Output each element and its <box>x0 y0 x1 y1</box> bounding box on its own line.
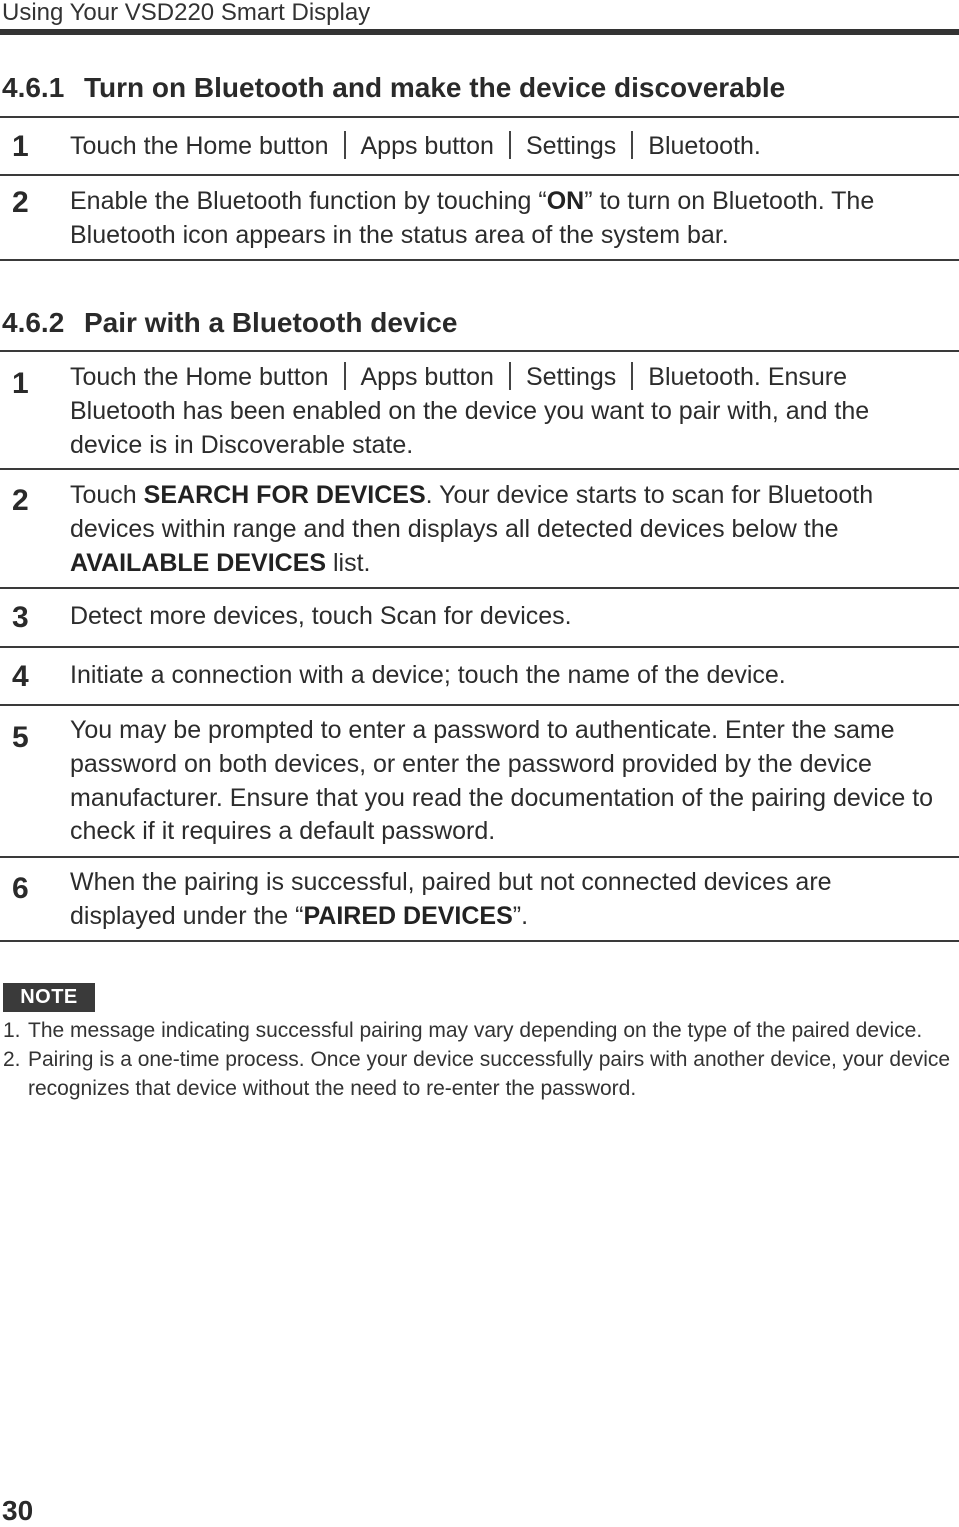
note-list <box>3 1016 953 1103</box>
step-row <box>0 856 959 942</box>
step-text <box>70 361 937 462</box>
step-row <box>0 587 959 646</box>
step-number: 2 <box>12 484 29 517</box>
section-title-4-6-2 <box>2 307 457 339</box>
path-apps: Apps button <box>360 132 494 160</box>
text-run: ”. <box>512 901 529 930</box>
path-home: Touch the Home button <box>70 363 329 391</box>
path-settings: Settings <box>525 363 617 391</box>
page-number: 30 <box>2 1495 34 1526</box>
step-text <box>70 185 937 253</box>
step-number: 6 <box>12 872 29 905</box>
section-number: 4.6.1 <box>2 72 65 103</box>
bold-term: AVAILABLE DEVICES <box>70 548 327 577</box>
step-number: 5 <box>12 721 29 754</box>
note-item <box>3 1016 953 1045</box>
path-bluetooth: Bluetooth. Ensure <box>648 363 848 391</box>
text-run: Touch <box>70 481 144 509</box>
step-text <box>70 479 937 580</box>
section-title-4-6-1 <box>2 72 785 104</box>
bold-term: ON <box>546 187 585 215</box>
step-text <box>70 866 937 934</box>
text-run: Bluetooth has been enabled on the device you want to pair with, and the device is in Discoverable state. <box>70 396 870 459</box>
section-heading: Pair with a Bluetooth device <box>84 307 458 338</box>
section-number: 4.6.2 <box>2 307 65 338</box>
step-number: 2 <box>12 186 29 219</box>
section-heading: Turn on Bluetooth and make the device discoverable <box>84 72 786 103</box>
bold-term: PAIRED DEVICES <box>303 901 513 930</box>
text-run: When the pairing is successful, paired but not connected devices are displayed under the “ <box>70 868 832 930</box>
step-number: 3 <box>12 601 29 634</box>
path-bluetooth: Bluetooth. <box>648 132 761 160</box>
step-text: You may be prompted to enter a password to authenticate. Enter the same password on both devices, or enter the password provided by the device manufacturer. Ensure that you read the documentation of the pairing device to check if it requires a default password. <box>70 716 934 846</box>
text-run: . Your device starts to scan for Bluetooth devices within range and then displays all detected devices below the <box>70 481 874 543</box>
path-separator <box>509 362 511 390</box>
step-row <box>0 646 959 704</box>
path-separator <box>344 362 346 390</box>
step-row <box>0 174 959 261</box>
path-separator <box>344 131 346 159</box>
step-text: Detect more devices, touch Scan for devices. <box>70 602 572 630</box>
note-badge: NOTE <box>3 983 95 1012</box>
step-row <box>0 704 959 856</box>
text-run: Enable the Bluetooth function by touching “ <box>70 187 547 215</box>
path-home: Touch the Home button <box>70 132 329 160</box>
bold-term: SEARCH FOR DEVICES <box>143 481 426 509</box>
header-title: Using Your VSD220 Smart Display <box>2 0 371 26</box>
text-run: ” to turn on Bluetooth. The Bluetooth icon appears in the status area of the system bar. <box>70 187 875 249</box>
step-number: 1 <box>12 130 29 163</box>
path-apps: Apps button <box>360 363 494 391</box>
path-separator <box>631 131 633 159</box>
path-settings: Settings <box>525 132 617 160</box>
text-run: list. <box>326 548 371 577</box>
step-number: 4 <box>12 660 29 693</box>
step-text: Initiate a connection with a device; touch the name of the device. <box>70 661 786 689</box>
path-separator <box>509 131 511 159</box>
steps-table-discoverable <box>0 116 959 261</box>
steps-table-pairing <box>0 350 959 942</box>
note-text: The message indicating successful pairing may vary depending on the type of the paired device. <box>28 1019 923 1042</box>
note-number: 1. <box>3 1019 21 1042</box>
step-text <box>70 130 937 164</box>
step-row <box>0 468 959 587</box>
step-row <box>0 350 959 468</box>
header-rule <box>0 29 959 35</box>
path-separator <box>631 362 633 390</box>
step-number: 1 <box>12 367 29 400</box>
note-number: 2. <box>3 1048 21 1071</box>
note-item <box>3 1045 953 1103</box>
note-text: Pairing is a one-time process. Once your device successfully pairs with another device, your device recognizes that device without the need to re-enter the password. <box>28 1048 951 1100</box>
step-row <box>0 116 959 174</box>
